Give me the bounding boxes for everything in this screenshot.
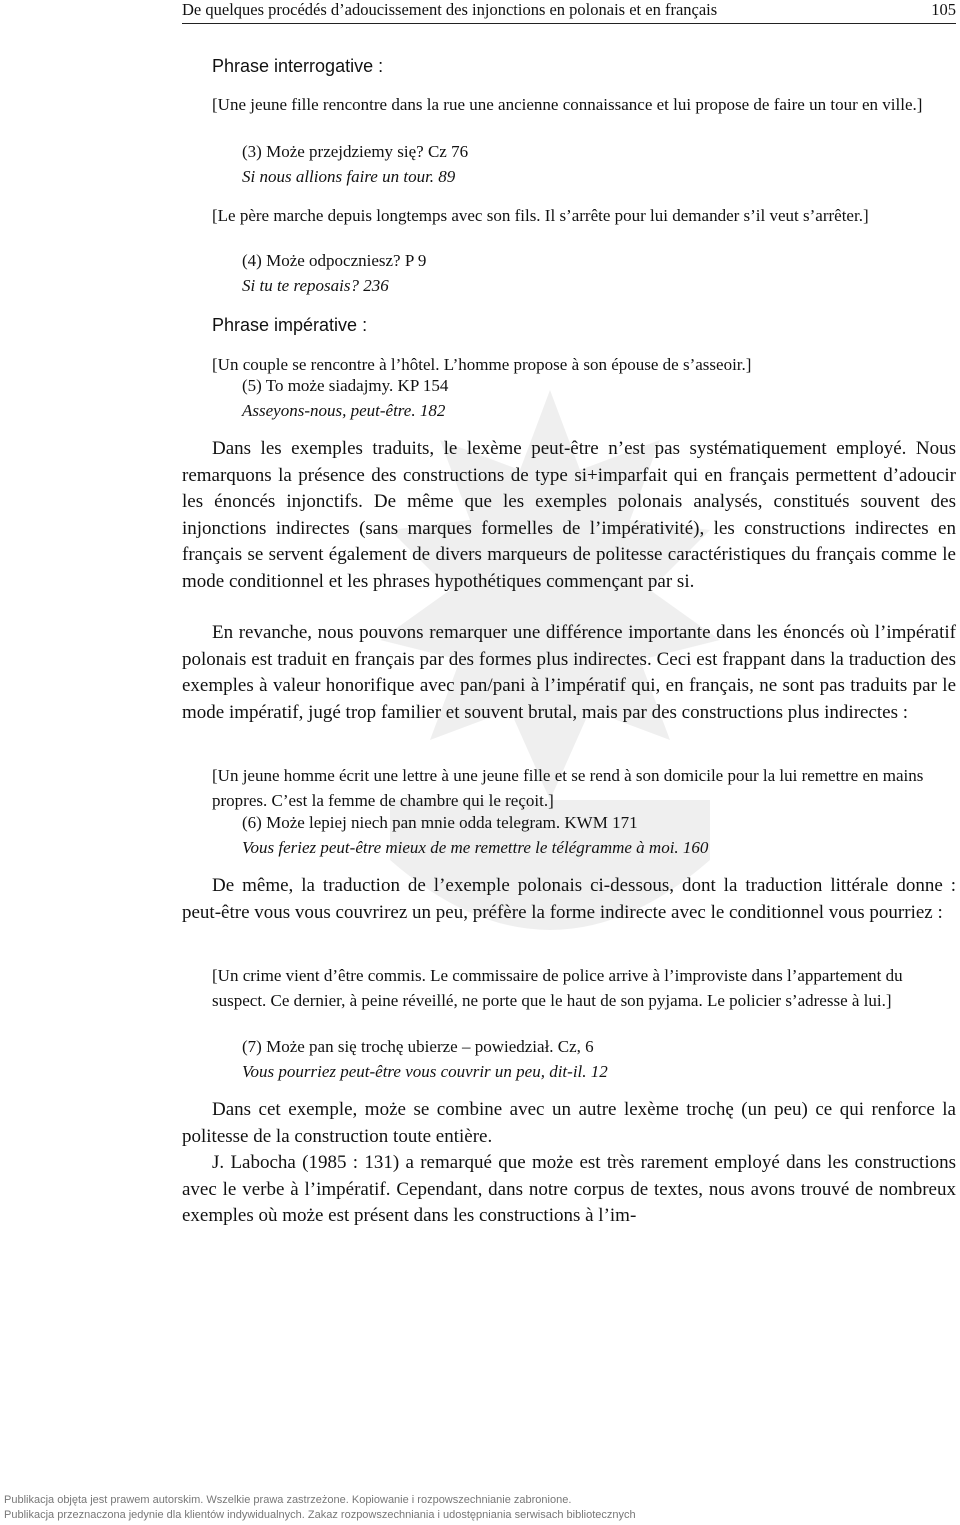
section-heading-interrogative: Phrase interrogative : (212, 56, 384, 76)
copyright-footer (4, 1493, 636, 1523)
example-3-french: Si nous allions faire un tour. 89 (242, 167, 456, 186)
running-head (182, 0, 956, 24)
example-5-french: Asseyons-nous, peut-être. 182 (242, 401, 446, 420)
example-context-3: [Un couple se rencontre à l’hôtel. L’homme propose à son épouse de s’asseoir.] (212, 355, 752, 374)
example-context-6: [Un jeune homme écrit une lettre à une jeune fille et se rend à son domicile pour la lui remettre en mains propres. C’est la femme de chambre qui le reçoit.] (212, 766, 924, 810)
example-context-1: [Une jeune fille rencontre dans la rue une ancienne connaissance et lui propose de faire un tour en ville.] (212, 95, 923, 114)
example-4-polish: (4) Może odpoczniesz? P 9 (242, 251, 427, 270)
page-number: 105 (931, 0, 956, 19)
section-heading-imperative: Phrase impérative : (212, 315, 368, 335)
copyright-line-2: Publikacja przeznaczona jedynie dla klientów indywidualnych. Zakaz rozpowszechniania i udostępniania serwisach bibliotecznych (4, 1509, 636, 1521)
example-7-french: Vous pourriez peut-être vous couvrir un peu, dit-il. 12 (242, 1062, 608, 1081)
paragraph-2: En revanche, nous pouvons remarquer une différence importante dans les énoncés où l’impératif polonais est traduit en français par des formes plus indirectes. Ceci est frappant dans la traduction des exemples à valeur honorifique avec pan/pani à l’impératif qui, en français, ne sont pas traduits par le mode impératif, jugé trop familier et souvent brutal, mais par des constructions plus indirectes : (182, 622, 956, 723)
copyright-line-1: Publikacja objęta jest prawem autorskim. Wszelkie prawa zastrzeżone. Kopiowanie i rozpowszechnianie zabronione. (4, 1494, 572, 1506)
paragraph-1: Dans les exemples traduits, le lexème peut-être n’est pas systématiquement employé. Nous remarquons la présence des constructions de type si+imparfait qui en français permettent d’adoucir les énoncés injonctifs. De même que les exemples polonais analysés, constitués souvent des injonctions indirectes (sans marques formelles de l’impérativité), les constructions indirectes en français se servent également de divers marqueurs de politesse caractéristiques du français comme le mode conditionnel et les phrases hypothétiques commençant par si. (182, 438, 956, 592)
example-4-french: Si tu te reposais? 236 (242, 276, 389, 295)
example-3-polish: (3) Może przejdziemy się? Cz 76 (242, 142, 469, 161)
example-5-polish: (5) To może siadajmy. KP 154 (242, 376, 449, 395)
example-6-polish: (6) Może lepiej niech pan mnie odda telegram. KWM 171 (242, 813, 638, 832)
example-6-french: Vous feriez peut-être mieux de me remettre le télégramme à moi. 160 (242, 838, 709, 857)
example-7-polish: (7) Może pan się trochę ubierze – powiedział. Cz, 6 (242, 1037, 594, 1056)
paragraph-5: J. Labocha (1985 : 131) a remarqué que może est très rarement employé dans les constructions avec le verbe à l’impératif. Cependant, dans notre corpus de textes, nous avons trouvé de nombreux exemples où może est présent dans les constructions à l’im- (182, 1152, 956, 1226)
example-context-7: [Un crime vient d’être commis. Le commissaire de police arrive à l’improviste dans l’appartement du suspect. Ce dernier, à peine réveillé, ne porte que le haut de son pyjama. Le policier s’adresse à lui.] (212, 966, 903, 1010)
example-context-2: [Le père marche depuis longtemps avec son fils. Il s’arrête pour lui demander s’il veut s’arrêter.] (212, 206, 869, 225)
running-head-title: De quelques procédés d’adoucissement des injonctions en polonais et en français (182, 0, 718, 19)
paragraph-3: De même, la traduction de l’exemple polonais ci-dessous, dont la traduction littérale donne : peut-être vous vous couvrirez un peu, préfère la forme indirecte avec le conditionnel vous pourriez : (182, 875, 956, 923)
paragraph-4: Dans cet exemple, może se combine avec un autre lexème trochę (un peu) ce qui renforce la politesse de la construction toute entière. (182, 1099, 956, 1147)
